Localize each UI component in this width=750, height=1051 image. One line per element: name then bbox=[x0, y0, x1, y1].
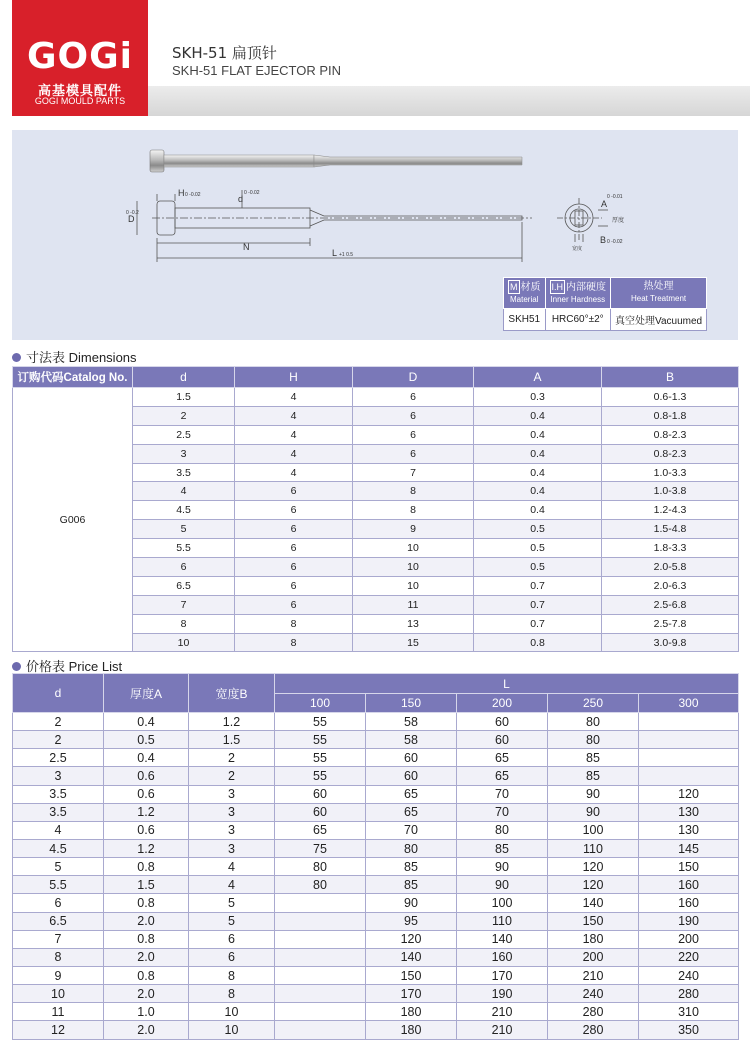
table-cell: 6 bbox=[235, 595, 353, 614]
table-cell: 8 bbox=[133, 614, 235, 633]
price-header-d: d bbox=[13, 674, 104, 713]
table-cell: 55 bbox=[275, 713, 366, 731]
table-cell: 150 bbox=[366, 966, 457, 984]
table-cell: 1.0-3.8 bbox=[602, 482, 739, 501]
table-cell: 140 bbox=[366, 948, 457, 966]
bullet-dot-icon bbox=[12, 353, 21, 362]
table-cell bbox=[639, 749, 739, 767]
label-D: D bbox=[128, 214, 135, 224]
table-cell: 170 bbox=[366, 985, 457, 1003]
table-cell: 5 bbox=[189, 894, 275, 912]
table-cell: 1.8-3.3 bbox=[602, 539, 739, 558]
table-cell: 12 bbox=[13, 1021, 104, 1039]
table-cell: 0.7 bbox=[474, 576, 602, 595]
table-cell: 10 bbox=[353, 558, 474, 577]
header-band bbox=[148, 86, 750, 116]
table-cell: 4 bbox=[189, 876, 275, 894]
price-list-title: 价格表 Price List bbox=[12, 656, 122, 675]
price-header-thickness: 厚度A bbox=[104, 674, 189, 713]
label-B: B bbox=[600, 235, 607, 245]
label-N: N bbox=[243, 242, 250, 252]
table-cell: 1.2 bbox=[104, 803, 189, 821]
table-cell: 4.5 bbox=[133, 501, 235, 520]
table-cell: 8 bbox=[353, 501, 474, 520]
table-cell: 10 bbox=[353, 576, 474, 595]
table-cell: 0.4 bbox=[104, 749, 189, 767]
table-cell: 2 bbox=[189, 749, 275, 767]
table-cell: 0.8 bbox=[104, 930, 189, 948]
table-row bbox=[13, 930, 739, 948]
table-cell: 0.8 bbox=[104, 966, 189, 984]
table-cell: 6 bbox=[13, 894, 104, 912]
table-cell: 190 bbox=[639, 912, 739, 930]
table-cell: 65 bbox=[366, 785, 457, 803]
table-cell: 1.2-4.3 bbox=[602, 501, 739, 520]
table-cell: 310 bbox=[639, 1003, 739, 1021]
table-row bbox=[13, 948, 739, 966]
dims-header: 订购代码Catalog No. bbox=[13, 367, 133, 388]
table-cell: 120 bbox=[639, 785, 739, 803]
table-cell: 6 bbox=[235, 482, 353, 501]
table-cell: 150 bbox=[639, 858, 739, 876]
table-row bbox=[13, 785, 739, 803]
table-cell: 90 bbox=[457, 858, 548, 876]
table-row bbox=[13, 803, 739, 821]
table-cell: 11 bbox=[13, 1003, 104, 1021]
table-cell: 2.0 bbox=[104, 948, 189, 966]
brand-name-cn: 高基模具配件 bbox=[37, 83, 122, 98]
table-cell: 4 bbox=[235, 425, 353, 444]
table-cell bbox=[275, 894, 366, 912]
table-cell: 58 bbox=[366, 713, 457, 731]
table-cell bbox=[275, 930, 366, 948]
table-cell: 60 bbox=[366, 767, 457, 785]
table-cell: 145 bbox=[639, 839, 739, 857]
table-cell: 1.0-3.3 bbox=[602, 463, 739, 482]
table-cell: 6 bbox=[353, 406, 474, 425]
table-cell: 130 bbox=[639, 803, 739, 821]
table-cell bbox=[639, 713, 739, 731]
table-cell: 180 bbox=[366, 1003, 457, 1021]
table-cell: 1.2 bbox=[189, 713, 275, 731]
table-cell: 5 bbox=[189, 912, 275, 930]
table-cell: 6 bbox=[235, 576, 353, 595]
table-cell: 3.0-9.8 bbox=[602, 633, 739, 652]
table-cell bbox=[639, 731, 739, 749]
table-cell: 140 bbox=[548, 894, 639, 912]
table-cell: 3.5 bbox=[133, 463, 235, 482]
table-cell: 220 bbox=[639, 948, 739, 966]
table-cell: 9 bbox=[13, 966, 104, 984]
table-cell: 8 bbox=[189, 966, 275, 984]
table-cell: 4.5 bbox=[13, 839, 104, 857]
spec-header-heat-treatment: 热处理 Heat Treatment bbox=[611, 278, 707, 309]
table-row bbox=[13, 1003, 739, 1021]
table-cell: 58 bbox=[366, 731, 457, 749]
table-cell: 80 bbox=[366, 839, 457, 857]
table-cell: 60 bbox=[457, 713, 548, 731]
label-D-tol: 0 -0.2 bbox=[126, 210, 139, 216]
label-h-tol: 0 -0.02 bbox=[185, 192, 201, 198]
label-width: 宽度 bbox=[572, 246, 583, 252]
label-L: L bbox=[332, 248, 338, 258]
table-cell: 200 bbox=[548, 948, 639, 966]
table-cell: 2.5 bbox=[13, 749, 104, 767]
table-cell: 9 bbox=[353, 520, 474, 539]
table-cell: 3.5 bbox=[13, 803, 104, 821]
table-cell: 0.7 bbox=[474, 595, 602, 614]
table-cell: 0.4 bbox=[474, 501, 602, 520]
table-cell: 85 bbox=[548, 749, 639, 767]
table-row bbox=[13, 839, 739, 857]
table-cell: 0.6 bbox=[104, 767, 189, 785]
table-row bbox=[13, 985, 739, 1003]
table-cell: 3 bbox=[189, 821, 275, 839]
material-icon: M bbox=[510, 282, 518, 292]
table-cell: 3 bbox=[133, 444, 235, 463]
spec-heat-treatment-value: 真空处理Vacuumed bbox=[611, 309, 707, 331]
table-row bbox=[13, 858, 739, 876]
table-cell: 55 bbox=[275, 749, 366, 767]
dimensions-title: 寸法表 Dimensions bbox=[12, 347, 137, 366]
table-cell: 0.3 bbox=[474, 388, 602, 407]
table-cell: 0.4 bbox=[474, 406, 602, 425]
table-cell: 6 bbox=[235, 520, 353, 539]
table-cell: 0.5 bbox=[104, 731, 189, 749]
table-cell: 240 bbox=[548, 985, 639, 1003]
table-cell: 90 bbox=[548, 785, 639, 803]
page-title-cn: SKH-51 扁顶针 bbox=[172, 44, 277, 62]
table-cell: 65 bbox=[457, 767, 548, 785]
table-cell: 120 bbox=[548, 876, 639, 894]
page-title-en: SKH-51 FLAT EJECTOR PIN bbox=[172, 63, 342, 78]
table-cell: 60 bbox=[457, 731, 548, 749]
table-cell: 7 bbox=[13, 930, 104, 948]
table-cell: 4 bbox=[13, 821, 104, 839]
table-cell: 0.6 bbox=[104, 821, 189, 839]
table-cell: 6 bbox=[189, 930, 275, 948]
hardness-icon: I.H bbox=[551, 282, 564, 292]
table-cell: 1.2 bbox=[104, 839, 189, 857]
label-d: d bbox=[238, 194, 244, 204]
table-cell: 150 bbox=[548, 912, 639, 930]
table-cell: 8 bbox=[353, 482, 474, 501]
table-cell: 0.8-2.3 bbox=[602, 444, 739, 463]
table-cell: 120 bbox=[548, 858, 639, 876]
table-cell: 170 bbox=[457, 966, 548, 984]
table-cell: 90 bbox=[366, 894, 457, 912]
brand-name-en: GOGI MOULD PARTS bbox=[34, 96, 126, 106]
table-row bbox=[13, 388, 739, 407]
table-cell: 0.5 bbox=[474, 520, 602, 539]
table-cell bbox=[639, 767, 739, 785]
table-cell: 120 bbox=[366, 930, 457, 948]
table-cell: 2.0 bbox=[104, 912, 189, 930]
price-header-width: 宽度B bbox=[189, 674, 275, 713]
table-cell: 6 bbox=[189, 948, 275, 966]
spec-material-value: SKH51 bbox=[504, 309, 546, 331]
label-thickness: 厚度 bbox=[612, 218, 625, 224]
table-cell: 0.4 bbox=[104, 713, 189, 731]
table-cell: 80 bbox=[457, 821, 548, 839]
table-cell: 8 bbox=[13, 948, 104, 966]
table-cell: 180 bbox=[548, 930, 639, 948]
table-cell: 5.5 bbox=[133, 539, 235, 558]
table-cell: 210 bbox=[457, 1003, 548, 1021]
table-cell: 6 bbox=[235, 558, 353, 577]
table-cell: 1.5 bbox=[133, 388, 235, 407]
table-cell: 180 bbox=[366, 1021, 457, 1039]
table-row bbox=[13, 966, 739, 984]
table-cell: 0.4 bbox=[474, 425, 602, 444]
table-row bbox=[13, 1021, 739, 1039]
table-cell: 85 bbox=[457, 839, 548, 857]
logo-wordmark: GOGi bbox=[26, 36, 134, 77]
table-cell: 2.0-6.3 bbox=[602, 576, 739, 595]
table-cell: 4 bbox=[235, 406, 353, 425]
catalog-number: G006 bbox=[13, 388, 133, 652]
table-cell: 4 bbox=[235, 388, 353, 407]
table-cell: 65 bbox=[457, 749, 548, 767]
table-cell: 3 bbox=[189, 803, 275, 821]
pin-render bbox=[150, 150, 522, 172]
table-cell: 350 bbox=[639, 1021, 739, 1039]
table-cell: 1.5 bbox=[189, 731, 275, 749]
table-cell: 80 bbox=[548, 713, 639, 731]
table-cell: 190 bbox=[457, 985, 548, 1003]
table-cell: 90 bbox=[548, 803, 639, 821]
table-cell: 15 bbox=[353, 633, 474, 652]
dims-header: A bbox=[474, 367, 602, 388]
table-row bbox=[13, 876, 739, 894]
table-cell: 280 bbox=[548, 1003, 639, 1021]
dimensions-table bbox=[12, 366, 739, 652]
table-cell: 6 bbox=[353, 444, 474, 463]
table-cell: 60 bbox=[366, 749, 457, 767]
bullet-dot-icon bbox=[12, 662, 21, 671]
table-cell: 0.6-1.3 bbox=[602, 388, 739, 407]
table-cell: 10 bbox=[13, 985, 104, 1003]
table-cell: 280 bbox=[639, 985, 739, 1003]
table-cell bbox=[275, 966, 366, 984]
label-A: A bbox=[601, 199, 608, 209]
table-cell: 0.4 bbox=[474, 444, 602, 463]
table-cell: 160 bbox=[639, 876, 739, 894]
table-cell: 80 bbox=[275, 858, 366, 876]
table-cell: 110 bbox=[457, 912, 548, 930]
price-header-l-value: 250 bbox=[548, 694, 639, 713]
table-cell: 8 bbox=[189, 985, 275, 1003]
table-cell: 0.8 bbox=[474, 633, 602, 652]
table-row bbox=[13, 912, 739, 930]
label-A-tol: 0 -0.01 bbox=[607, 194, 623, 200]
table-cell: 0.4 bbox=[474, 463, 602, 482]
table-cell: 2.5-6.8 bbox=[602, 595, 739, 614]
table-cell: 1.5-4.8 bbox=[602, 520, 739, 539]
table-cell: 4 bbox=[235, 444, 353, 463]
price-header-l-value: 300 bbox=[639, 694, 739, 713]
table-cell: 0.8 bbox=[104, 858, 189, 876]
table-cell: 10 bbox=[353, 539, 474, 558]
table-cell: 3 bbox=[189, 839, 275, 857]
table-cell: 2 bbox=[189, 767, 275, 785]
table-cell: 0.8-2.3 bbox=[602, 425, 739, 444]
spec-header-material: M 材质 Material bbox=[504, 278, 546, 309]
table-cell: 65 bbox=[275, 821, 366, 839]
dims-header: D bbox=[353, 367, 474, 388]
table-cell: 85 bbox=[548, 767, 639, 785]
table-row bbox=[13, 894, 739, 912]
table-cell: 3 bbox=[13, 767, 104, 785]
table-cell: 4 bbox=[133, 482, 235, 501]
table-cell: 3.5 bbox=[13, 785, 104, 803]
table-cell: 240 bbox=[639, 966, 739, 984]
table-cell: 6 bbox=[235, 539, 353, 558]
table-cell: 5 bbox=[133, 520, 235, 539]
price-header-length: L bbox=[275, 674, 739, 694]
table-cell: 70 bbox=[457, 803, 548, 821]
table-cell bbox=[275, 1021, 366, 1039]
table-cell: 7 bbox=[133, 595, 235, 614]
table-cell: 8 bbox=[235, 614, 353, 633]
label-B-tol: 0 -0.02 bbox=[607, 239, 623, 245]
table-cell: 0.8-1.8 bbox=[602, 406, 739, 425]
table-cell: 2 bbox=[133, 406, 235, 425]
table-cell: 160 bbox=[639, 894, 739, 912]
table-cell: 210 bbox=[457, 1021, 548, 1039]
brand-logo bbox=[12, 0, 148, 116]
table-row bbox=[13, 731, 739, 749]
table-cell: 0.5 bbox=[474, 539, 602, 558]
table-cell: 13 bbox=[353, 614, 474, 633]
table-cell: 2.0 bbox=[104, 1021, 189, 1039]
spec-header-hardness: I.H 内部硬度 Inner Hardness bbox=[545, 278, 611, 309]
table-cell: 3 bbox=[189, 785, 275, 803]
table-cell: 10 bbox=[189, 1003, 275, 1021]
table-row bbox=[13, 767, 739, 785]
table-cell: 6.5 bbox=[13, 912, 104, 930]
table-cell: 85 bbox=[366, 858, 457, 876]
table-cell: 60 bbox=[275, 803, 366, 821]
table-cell: 55 bbox=[275, 731, 366, 749]
table-cell: 5 bbox=[13, 858, 104, 876]
table-cell bbox=[275, 948, 366, 966]
table-cell: 4 bbox=[189, 858, 275, 876]
table-cell: 70 bbox=[457, 785, 548, 803]
table-cell bbox=[275, 985, 366, 1003]
label-L-tol: +1 0.5 bbox=[339, 252, 354, 258]
table-cell: 70 bbox=[366, 821, 457, 839]
label-h: H bbox=[178, 188, 185, 198]
table-cell: 85 bbox=[366, 876, 457, 894]
table-cell: 110 bbox=[548, 839, 639, 857]
table-cell: 6 bbox=[235, 501, 353, 520]
table-cell: 6 bbox=[133, 558, 235, 577]
table-cell: 280 bbox=[548, 1021, 639, 1039]
table-cell bbox=[275, 912, 366, 930]
table-cell: 1.5 bbox=[104, 876, 189, 894]
dims-header: d bbox=[133, 367, 235, 388]
table-cell: 160 bbox=[457, 948, 548, 966]
table-cell: 90 bbox=[457, 876, 548, 894]
table-cell: 100 bbox=[457, 894, 548, 912]
price-header-l-value: 200 bbox=[457, 694, 548, 713]
spec-hardness-value: HRC60°±2° bbox=[545, 309, 611, 331]
table-cell: 6.5 bbox=[133, 576, 235, 595]
table-cell: 6 bbox=[353, 425, 474, 444]
price-table bbox=[12, 673, 739, 1040]
table-cell: 2 bbox=[13, 713, 104, 731]
table-cell: 2.5 bbox=[133, 425, 235, 444]
table-cell: 60 bbox=[275, 785, 366, 803]
table-cell: 0.4 bbox=[474, 482, 602, 501]
table-cell: 0.6 bbox=[104, 785, 189, 803]
table-cell: 100 bbox=[548, 821, 639, 839]
table-row bbox=[13, 749, 739, 767]
table-cell: 2.5-7.8 bbox=[602, 614, 739, 633]
table-row bbox=[13, 821, 739, 839]
table-cell: 1.0 bbox=[104, 1003, 189, 1021]
table-cell: 75 bbox=[275, 839, 366, 857]
table-cell: 80 bbox=[548, 731, 639, 749]
table-cell: 0.7 bbox=[474, 614, 602, 633]
table-cell bbox=[275, 1003, 366, 1021]
dims-header: B bbox=[602, 367, 739, 388]
table-cell: 65 bbox=[366, 803, 457, 821]
table-cell: 11 bbox=[353, 595, 474, 614]
table-cell: 4 bbox=[235, 463, 353, 482]
table-cell: 7 bbox=[353, 463, 474, 482]
table-cell: 130 bbox=[639, 821, 739, 839]
table-cell: 2.0 bbox=[104, 985, 189, 1003]
price-header-l-value: 100 bbox=[275, 694, 366, 713]
table-cell: 0.5 bbox=[474, 558, 602, 577]
price-header-l-value: 150 bbox=[366, 694, 457, 713]
table-cell: 200 bbox=[639, 930, 739, 948]
table-cell: 10 bbox=[189, 1021, 275, 1039]
table-cell: 6 bbox=[353, 388, 474, 407]
table-cell: 210 bbox=[548, 966, 639, 984]
table-cell: 2.0-5.8 bbox=[602, 558, 739, 577]
dims-header: H bbox=[235, 367, 353, 388]
table-cell: 10 bbox=[133, 633, 235, 652]
label-d-tol: 0 -0.02 bbox=[244, 190, 260, 196]
table-cell: 5.5 bbox=[13, 876, 104, 894]
drawing-panel bbox=[12, 130, 738, 340]
table-cell: 8 bbox=[235, 633, 353, 652]
table-cell: 2 bbox=[13, 731, 104, 749]
table-cell: 80 bbox=[275, 876, 366, 894]
table-cell: 0.8 bbox=[104, 894, 189, 912]
table-cell: 95 bbox=[366, 912, 457, 930]
table-row bbox=[13, 713, 739, 731]
table-cell: 55 bbox=[275, 767, 366, 785]
table-cell: 140 bbox=[457, 930, 548, 948]
spec-table bbox=[503, 277, 707, 331]
